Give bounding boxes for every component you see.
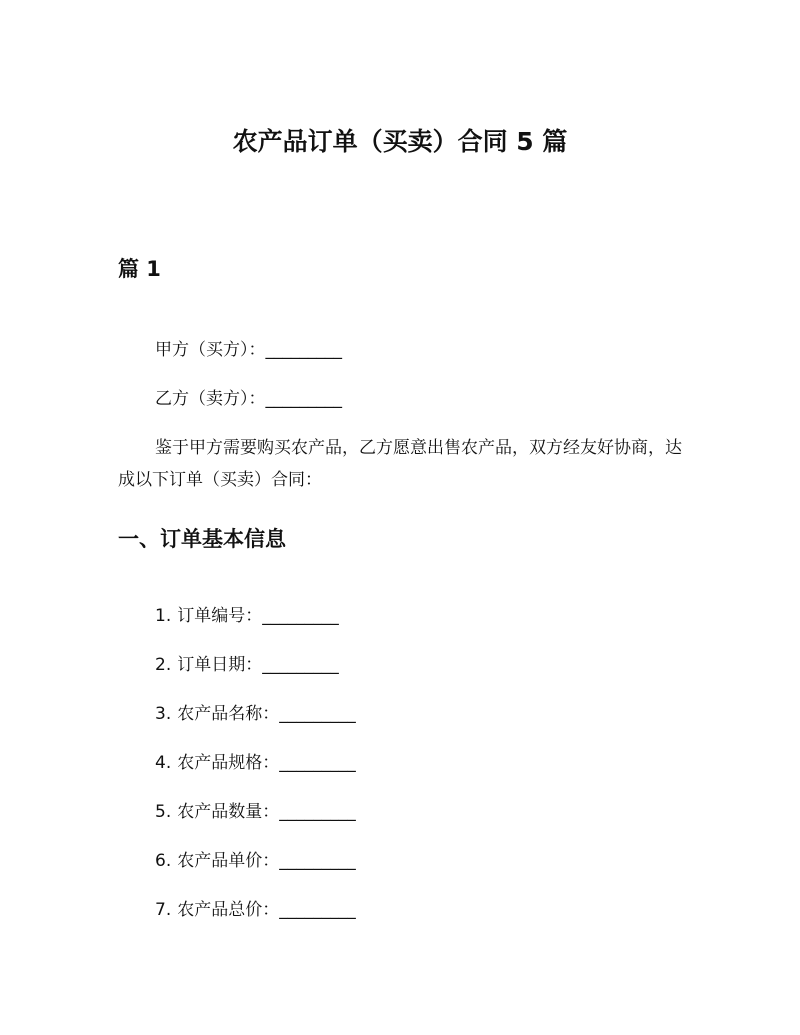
list-item	[155, 898, 356, 922]
list-item-text: 订单编号：_________	[177, 606, 339, 626]
list-item	[155, 800, 356, 824]
list-item-number: 2.	[155, 655, 172, 675]
list-item-number: 1.	[155, 606, 172, 626]
list-item	[155, 702, 356, 726]
list-item-text: 农产品数量：_________	[177, 802, 356, 822]
part-heading: 篇 1	[118, 257, 161, 281]
list-item-number: 7.	[155, 900, 172, 920]
list-item-number: 3.	[155, 704, 172, 724]
party-a-line: 甲方（买方）：_________	[155, 340, 342, 360]
party-b-line: 乙方（卖方）：_________	[155, 389, 342, 409]
list-item-text: 农产品单价：_________	[177, 851, 356, 871]
list-item	[155, 751, 356, 775]
list-item-text: 农产品规格：_________	[177, 753, 356, 773]
list-item-number: 4.	[155, 753, 172, 773]
list-item-text: 农产品总价：_________	[177, 900, 356, 920]
list-item-number: 5.	[155, 802, 172, 822]
list-item	[155, 604, 339, 628]
list-item-number: 6.	[155, 851, 172, 871]
section-heading-order-info: 一、订单基本信息	[118, 527, 286, 551]
list-item-text: 农产品名称：_________	[177, 704, 356, 724]
list-item-text: 订单日期：_________	[177, 655, 339, 675]
document-title: 农产品订单（买卖）合同 5 篇	[232, 127, 568, 156]
list-item	[155, 653, 339, 677]
intro-paragraph: 鉴于甲方需要购买农产品，乙方愿意出售农产品，双方经友好协商，达成以下订单（买卖）合同：	[118, 438, 682, 490]
list-item	[155, 849, 356, 873]
